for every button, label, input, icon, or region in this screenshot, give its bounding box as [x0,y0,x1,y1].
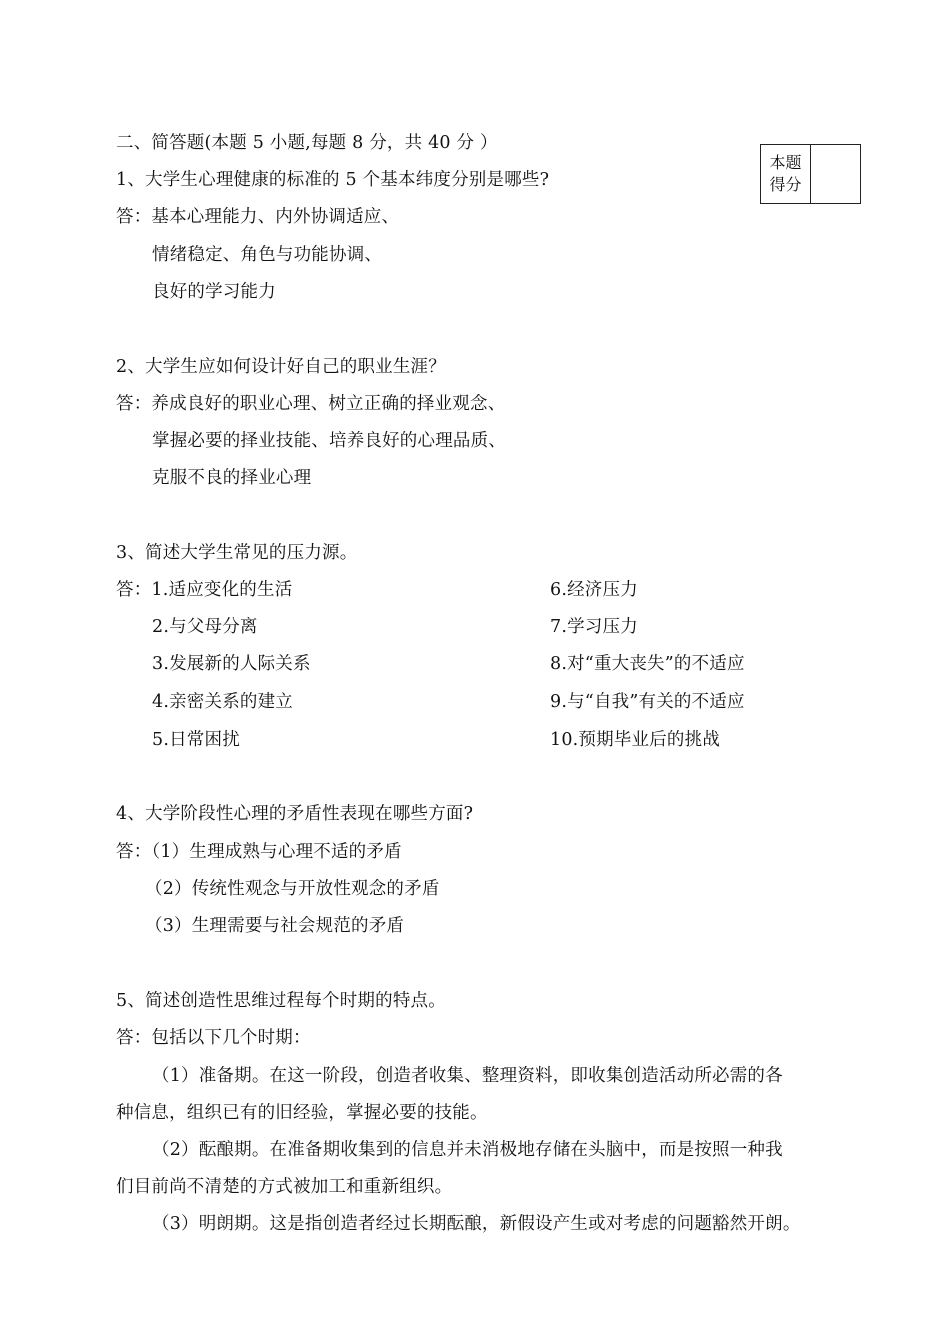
answer-5-para-2-line-1: （2）酝酿期。在准备期收集到的信息并未消极地存储在头脑中，而是按照一种我 [152,1140,783,1160]
stress-source-5: 5.日常困扰 [152,730,240,750]
answer-4-line-2: （2）传统性观念与开放性观念的矛盾 [145,879,440,899]
stress-source-9: 9.与“自我”有关的不适应 [550,692,745,712]
question-3: 3、简述大学生常见的压力源。 [116,543,358,563]
score-label-line2: 得分 [769,175,802,194]
score-box [760,144,861,204]
answer-2-line-3: 克服不良的择业心理 [152,468,312,488]
question-4: 4、大学阶段性心理的矛盾性表现在哪些方面? [116,804,474,824]
answer-5-para-2-line-2: 们目前尚不清楚的方式被加工和重新组织。 [116,1177,453,1197]
stress-source-10: 10.预期毕业后的挑战 [550,730,721,750]
stress-source-4: 4.亲密关系的建立 [152,692,293,712]
stress-source-3: 3.发展新的人际关系 [152,654,311,674]
answer-2-line-1: 答：养成良好的职业心理、树立正确的择业观念、 [116,394,506,414]
score-value-field[interactable] [811,145,860,203]
score-label-line1: 本题 [769,153,802,172]
answer-5-para-1-line-1: （1）准备期。在这一阶段，创造者收集、整理资料，即收集创造活动所必需的各 [152,1066,783,1086]
score-label [761,145,811,203]
answer-5-para-1-line-2: 种信息，组织已有的旧经验，掌握必要的技能。 [116,1103,488,1123]
question-1: 1、大学生心理健康的标准的 5 个基本纬度分别是哪些? [116,170,550,190]
answer-4-line-1: 答：（1）生理成熟与心理不适的矛盾 [116,842,402,862]
answer-4-line-3: （3）生理需要与社会规范的矛盾 [145,916,405,936]
question-2: 2、大学生应如何设计好自己的职业生涯？ [116,357,446,377]
answer-5-intro: 答：包括以下几个时期： [116,1028,311,1048]
stress-source-6: 6.经济压力 [550,580,638,600]
answer-1-line-3: 良好的学习能力 [152,282,276,302]
answer-1-line-1: 答：基本心理能力、内外协调适应、 [116,207,400,227]
section-title: 二、简答题(本题 5 小题,每题 8 分，共 40 分 ） [116,133,498,153]
answer-5-para-3-line-1: （3）明朗期。这是指创造者经过长期酝酿，新假设产生或对考虑的问题豁然开朗。 [152,1214,801,1234]
answer-1-line-2: 情绪稳定、角色与功能协调、 [152,245,383,265]
stress-source-1: 答：1.适应变化的生活 [116,580,293,600]
stress-source-2: 2.与父母分离 [152,617,258,637]
stress-source-8: 8.对“重大丧失”的不适应 [550,654,745,674]
answer-2-line-2: 掌握必要的择业技能、培养良好的心理品质、 [152,431,506,451]
stress-source-7: 7.学习压力 [550,617,638,637]
question-5: 5、简述创造性思维过程每个时期的特点。 [116,991,446,1011]
